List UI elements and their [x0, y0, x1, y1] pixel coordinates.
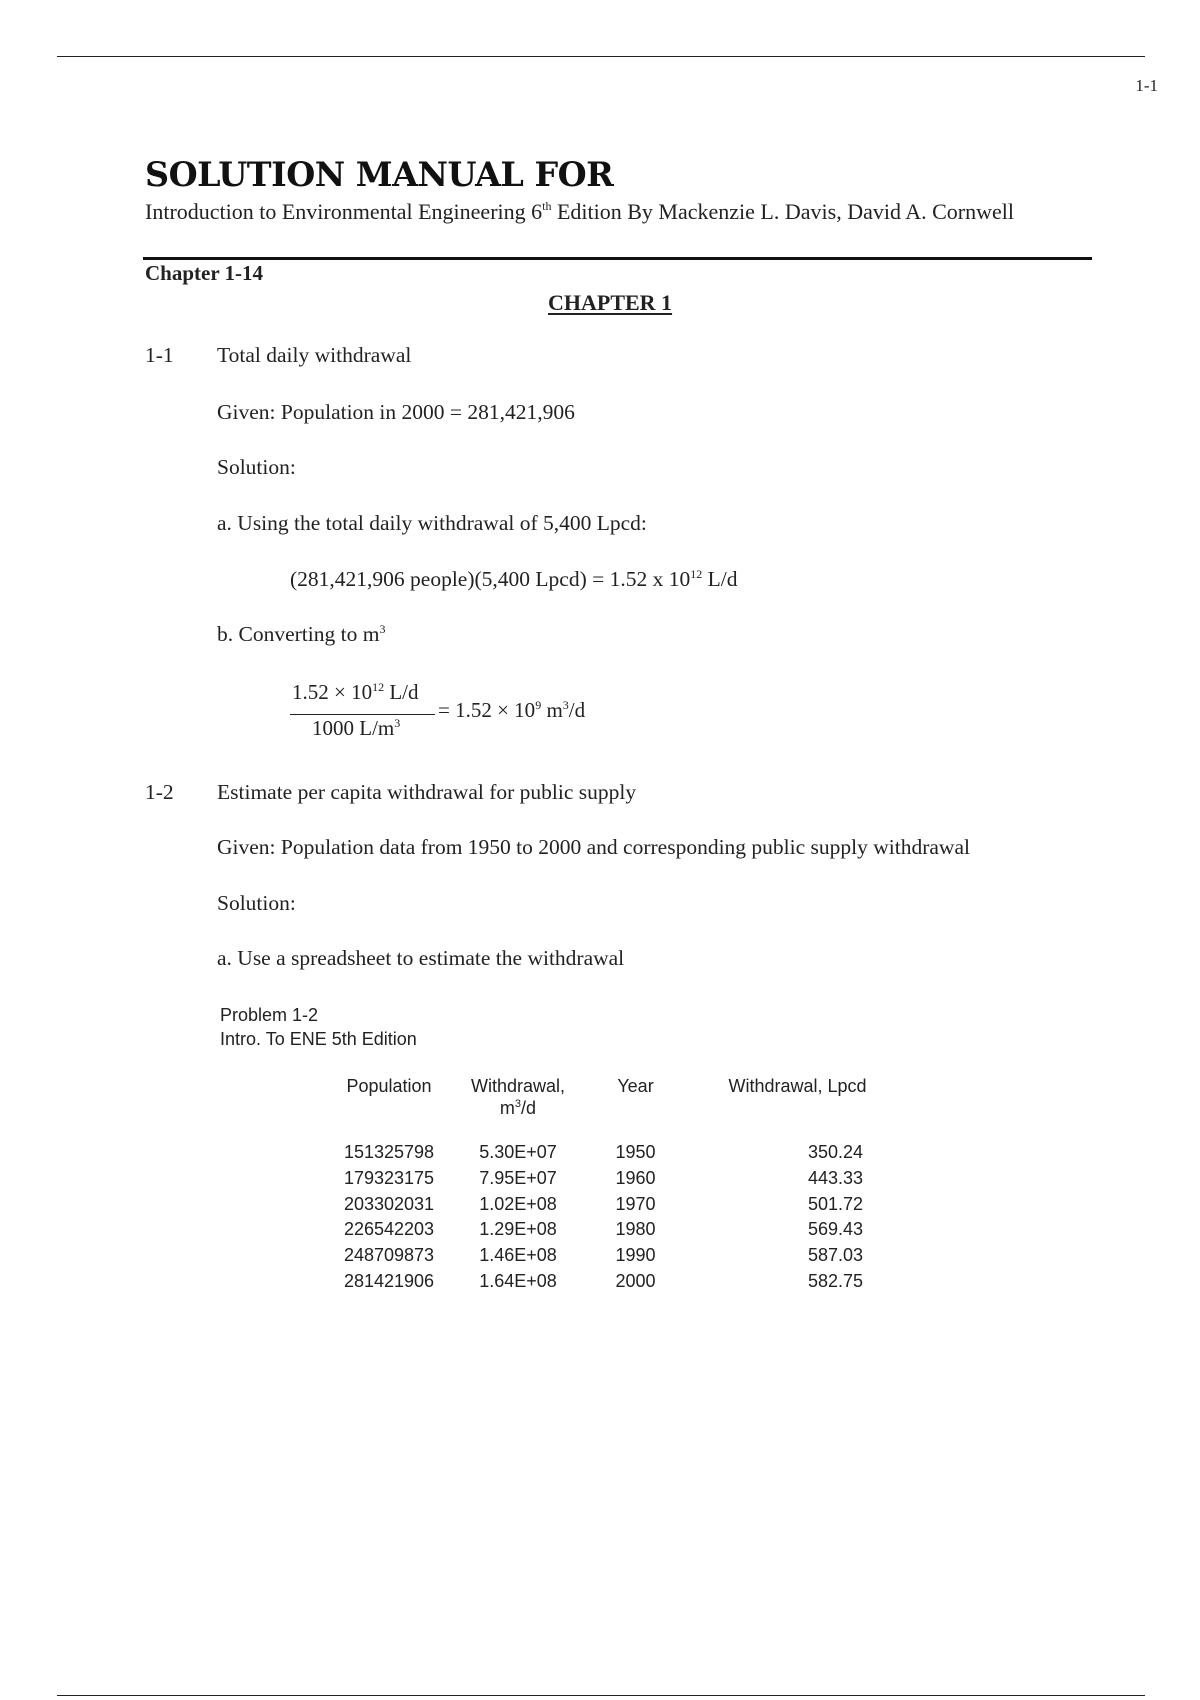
- cell-lpcd: 501.72: [807, 1193, 863, 1214]
- solution-label: Solution:: [217, 455, 296, 479]
- bottom-rule: [57, 1695, 1145, 1696]
- page-number: 1-1: [1135, 76, 1158, 95]
- given-statement: Given: Population data from 1950 to 2000 and corresponding public supply withdrawal: [217, 835, 970, 859]
- cell-population: 248709873: [343, 1245, 435, 1266]
- column-header-year: Year: [617, 1076, 654, 1096]
- cell-year: 1980: [615, 1219, 656, 1240]
- cell-year: 2000: [615, 1270, 656, 1291]
- cell-withdrawal: 1.02E+08: [479, 1193, 557, 1214]
- cell-population: 151325798: [343, 1142, 435, 1162]
- cell-withdrawal: 5.30E+07: [479, 1142, 557, 1162]
- cell-lpcd: 582.75: [807, 1270, 863, 1291]
- withdrawal-table: [330, 1075, 912, 1295]
- step-a: a. Use a spreadsheet to estimate the withdrawal: [217, 946, 625, 970]
- cell-year: 1960: [615, 1167, 656, 1188]
- cell-withdrawal: 1.46E+08: [479, 1245, 557, 1266]
- cell-year: 1950: [615, 1142, 656, 1162]
- column-header-population: Population: [346, 1076, 432, 1096]
- cell-lpcd: 587.03: [807, 1245, 863, 1266]
- problem-title: Total daily withdrawal: [217, 343, 412, 367]
- cell-lpcd: 350.24: [807, 1142, 863, 1162]
- table-row: [330, 1140, 912, 1166]
- chapter-heading: CHAPTER 1: [548, 290, 673, 315]
- table-row: [330, 1269, 912, 1295]
- conversion-fraction: [290, 680, 620, 744]
- problem-number: 1-1: [145, 343, 174, 367]
- top-rule: [57, 56, 1145, 57]
- table-row: [330, 1192, 912, 1218]
- cell-withdrawal: 1.64E+08: [479, 1270, 557, 1291]
- solution-label: Solution:: [217, 891, 296, 915]
- problem-title: Estimate per capita withdrawal for public supply: [217, 780, 637, 804]
- fraction-numerator: $1.52 \times 10^{12}$ L/d: [292, 680, 419, 704]
- table-row: [330, 1166, 912, 1192]
- table-header-row: [330, 1075, 912, 1140]
- cell-population: 179323175: [343, 1167, 435, 1188]
- cell-population: 281421906: [343, 1270, 435, 1291]
- cell-withdrawal: 7.95E+07: [479, 1167, 557, 1188]
- cell-year: 1990: [615, 1245, 656, 1266]
- fraction-denominator: 1000 $L/m^3$: [312, 716, 401, 740]
- chapter-range: Chapter 1-14: [145, 261, 264, 285]
- cell-withdrawal: 1.29E+08: [479, 1219, 557, 1240]
- fraction-result: = $1.52 \times 10^9$ $m^3/d$: [438, 698, 586, 722]
- chapter-rule: [143, 257, 1092, 260]
- cell-lpcd: 569.43: [807, 1219, 863, 1240]
- column-header-lpcd: Withdrawal, Lpcd: [728, 1076, 867, 1096]
- cell-lpcd: 443.33: [807, 1167, 863, 1188]
- document-subtitle: Introduction to Environmental Engineering 6th Edition By Mackenzie L. Davis, David A. Cornwell: [145, 199, 1015, 224]
- document-title: SOLUTION MANUAL FOR: [145, 155, 614, 195]
- equation-total-withdrawal: (281,421,906 people)(5,400 Lpcd) = 1.52 x $10^{12}$ L/d: [290, 567, 738, 591]
- given-statement: Given: Population in 2000 = 281,421,906: [217, 400, 575, 424]
- problem-number: 1-2: [145, 780, 174, 804]
- cell-population: 203302031: [343, 1193, 435, 1214]
- cell-year: 1970: [615, 1193, 656, 1214]
- table-row: [330, 1243, 912, 1269]
- step-a: a. Using the total daily withdrawal of 5,400 Lpcd:: [217, 511, 647, 535]
- step-b: b. Converting to $m^3$: [217, 622, 386, 646]
- table-row: [330, 1217, 912, 1243]
- cell-population: 226542203: [343, 1219, 435, 1240]
- spreadsheet-title-line: Problem 1-2: [220, 1005, 319, 1025]
- spreadsheet-title-line: Intro. To ENE 5th Edition: [220, 1029, 417, 1049]
- fraction-bar: [290, 714, 435, 715]
- column-header-withdrawal: Withdrawal, $m^3/d$: [470, 1076, 566, 1118]
- spreadsheet-title: [220, 1003, 417, 1051]
